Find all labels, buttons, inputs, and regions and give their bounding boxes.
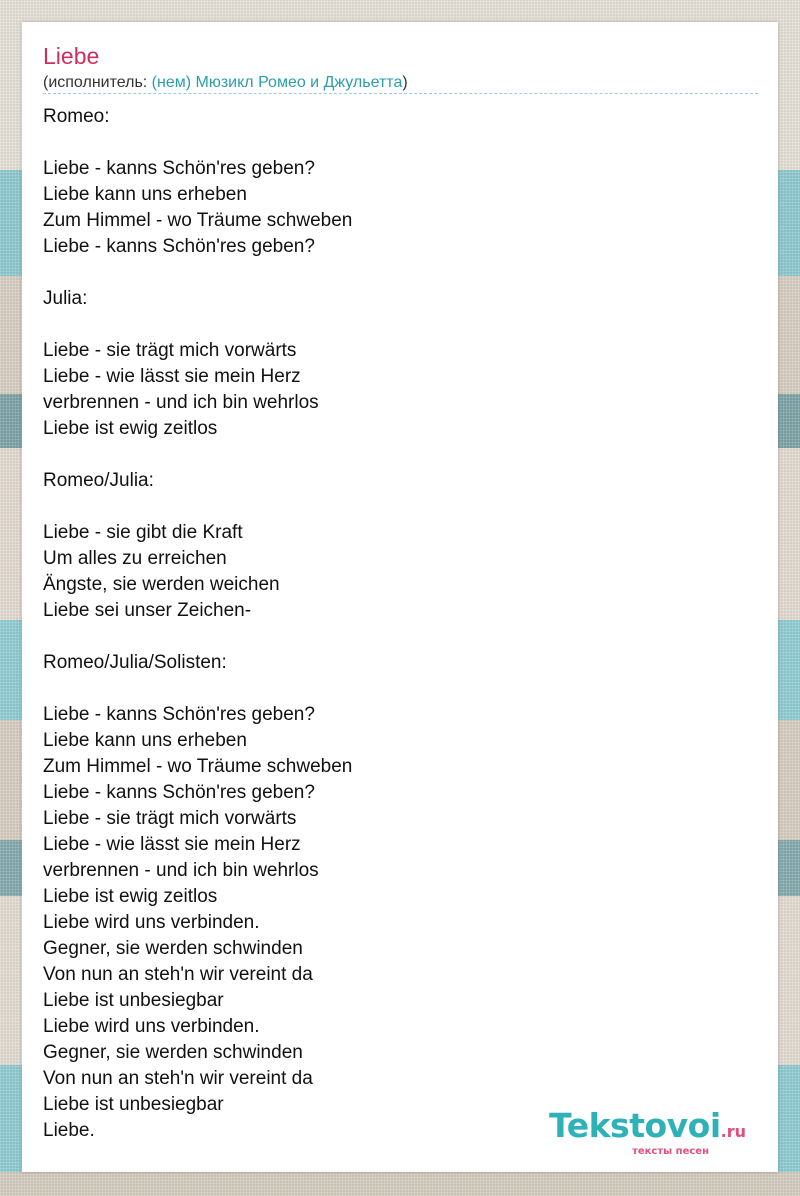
lyric-line: Liebe ist ewig zeitlos <box>43 418 218 439</box>
lyric-line: Liebe - kanns Schön'res geben? <box>43 704 315 725</box>
lyric-line <box>43 676 743 702</box>
lyric-line: Liebe ist unbesiegbar <box>43 990 224 1011</box>
lyric-line <box>43 624 743 650</box>
lyric-line: Liebe ist ewig zeitlos <box>43 886 218 907</box>
artist-prefix: (исполнитель: <box>43 74 152 91</box>
lyric-line: Zum Himmel - wo Träume schweben <box>43 210 353 231</box>
lyric-line: Liebe - kanns Schön'res geben? <box>43 236 315 257</box>
lyric-line: Liebe - sie gibt die Kraft <box>43 522 243 543</box>
lyric-line: Liebe. <box>43 1120 95 1141</box>
lyric-line: Liebe kann uns erheben <box>43 184 247 205</box>
lyrics-text <box>43 104 743 1144</box>
lyric-line: Liebe - kanns Schön'res geben? <box>43 158 315 179</box>
site-logo[interactable] <box>549 1106 746 1157</box>
logo-tld: .ru <box>720 1122 746 1141</box>
lyric-line: Um alles zu erreichen <box>43 548 227 569</box>
title-divider <box>43 93 758 94</box>
lyrics-card <box>22 22 778 1172</box>
lyric-line: Von nun an steh'n wir vereint da <box>43 964 313 985</box>
lyric-line: Gegner, sie werden schwinden <box>43 938 303 959</box>
lyric-line: Romeo: <box>43 106 110 127</box>
lyric-line: verbrennen - und ich bin wehrlos <box>43 392 319 413</box>
lyric-line: Liebe wird uns verbinden. <box>43 912 260 933</box>
lyric-line: Liebe - wie lässt sie mein Herz <box>43 834 301 855</box>
song-title: Liebe <box>43 43 100 69</box>
logo-main-text: Tekstovoi <box>549 1106 721 1145</box>
logo-tagline: тексты песен <box>632 1146 709 1157</box>
lyric-line <box>43 312 743 338</box>
lyric-line: Liebe ist unbesiegbar <box>43 1094 224 1115</box>
lyric-line <box>43 260 743 286</box>
lyric-line: Liebe kann uns erheben <box>43 730 247 751</box>
lyric-line: Liebe - wie lässt sie mein Herz <box>43 366 301 387</box>
artist-line <box>43 73 408 93</box>
lyric-line: Liebe - sie trägt mich vorwärts <box>43 808 297 829</box>
artist-suffix: ) <box>402 74 408 91</box>
lyric-line: verbrennen - und ich bin wehrlos <box>43 860 319 881</box>
lyric-line: Romeo/Julia: <box>43 470 154 491</box>
lyric-line: Romeo/Julia/Solisten: <box>43 652 227 673</box>
lyric-line: Liebe sei unser Zeichen- <box>43 600 252 621</box>
lyric-line: Liebe - sie trägt mich vorwärts <box>43 340 297 361</box>
lyric-line: Ängste, sie werden weichen <box>43 574 280 595</box>
lyric-line: Liebe wird uns verbinden. <box>43 1016 260 1037</box>
lyric-line <box>43 130 743 156</box>
lyric-line <box>43 442 743 468</box>
lyric-line: Gegner, sie werden schwinden <box>43 1042 303 1063</box>
lyric-line: Zum Himmel - wo Träume schweben <box>43 756 353 777</box>
lyric-line <box>43 494 743 520</box>
lyric-line: Von nun an steh'n wir vereint da <box>43 1068 313 1089</box>
lyric-line: Liebe - kanns Schön'res geben? <box>43 782 315 803</box>
lyric-line: Julia: <box>43 288 88 309</box>
artist-link[interactable]: (нем) Мюзикл Ромео и Джульетта <box>151 74 403 91</box>
